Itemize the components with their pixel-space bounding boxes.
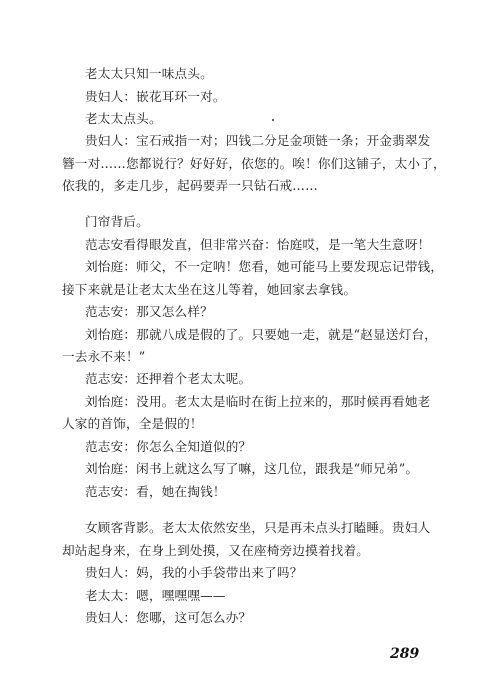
- text-line: 老太太点头。: [85, 111, 162, 126]
- text-line: 贵妇人：您哪，这可怎么办？: [85, 610, 252, 625]
- text-line: 老太太：嗯，嘿嘿嘿——: [85, 588, 226, 603]
- text-line: 范志安：看，她在掏钱！: [85, 484, 226, 499]
- text-line: 贵妇人：嵌花耳环一对。: [85, 89, 226, 104]
- text-line: 老太太只知一味点头。: [85, 66, 213, 81]
- text-line: 贵妇人：宝石戒指一对；四钱二分足金项链一条；开金翡翠发: [85, 133, 431, 148]
- text-line: 范志安：还押着个老太太呢。: [85, 371, 252, 386]
- text-line: 刘怡庭：那就八成是假的了。只要她一走，就是“赵显送灯台，: [85, 327, 438, 342]
- text-line: 刘怡庭：没用。老太太是临时在街上拉来的，那时候再看她老: [85, 394, 431, 409]
- text-line: 范志安看得眼发直，但非常兴奋：怡庭哎，是一笔大生意呀！: [85, 237, 431, 252]
- text-line: 人家的首饰，全是假的！: [62, 416, 203, 431]
- text-line: 贵妇人：妈，我的小手袋带出来了吗？: [85, 565, 303, 580]
- text-line: 依我的，多走几步，起码要弄一只钻石戒……: [62, 178, 318, 193]
- text-line: 门帘背后。: [85, 214, 149, 229]
- text-line: 簪一对……您都说行？好好好，依您的。唉！你们这铺子，太小了，: [62, 156, 446, 171]
- page-number: 289: [390, 646, 420, 662]
- text-line: 一去永不来！”: [62, 349, 146, 364]
- stray-mark: [272, 119, 274, 121]
- text-line: 范志安：你怎么全知道似的？: [85, 439, 252, 454]
- text-line: 接下来就是让老太太坐在这儿等着，她回家去拿钱。: [62, 282, 357, 297]
- text-line: 刘怡庭：闲书上就这么写了嘛，这几位，跟我是“师兄弟”。: [85, 461, 419, 476]
- text-line: 刘怡庭：师父，不一定呐！您看，她可能马上要发现忘记带钱，: [85, 259, 444, 274]
- text-line: 女顾客背影。老太太依然安坐，只是再未点头打瞌睡。贵妇人: [85, 520, 431, 535]
- text-line: 却站起身来，在身上到处摸，又在座椅旁边摸着找着。: [62, 543, 370, 558]
- text-line: 范志安：那又怎么样？: [85, 304, 213, 319]
